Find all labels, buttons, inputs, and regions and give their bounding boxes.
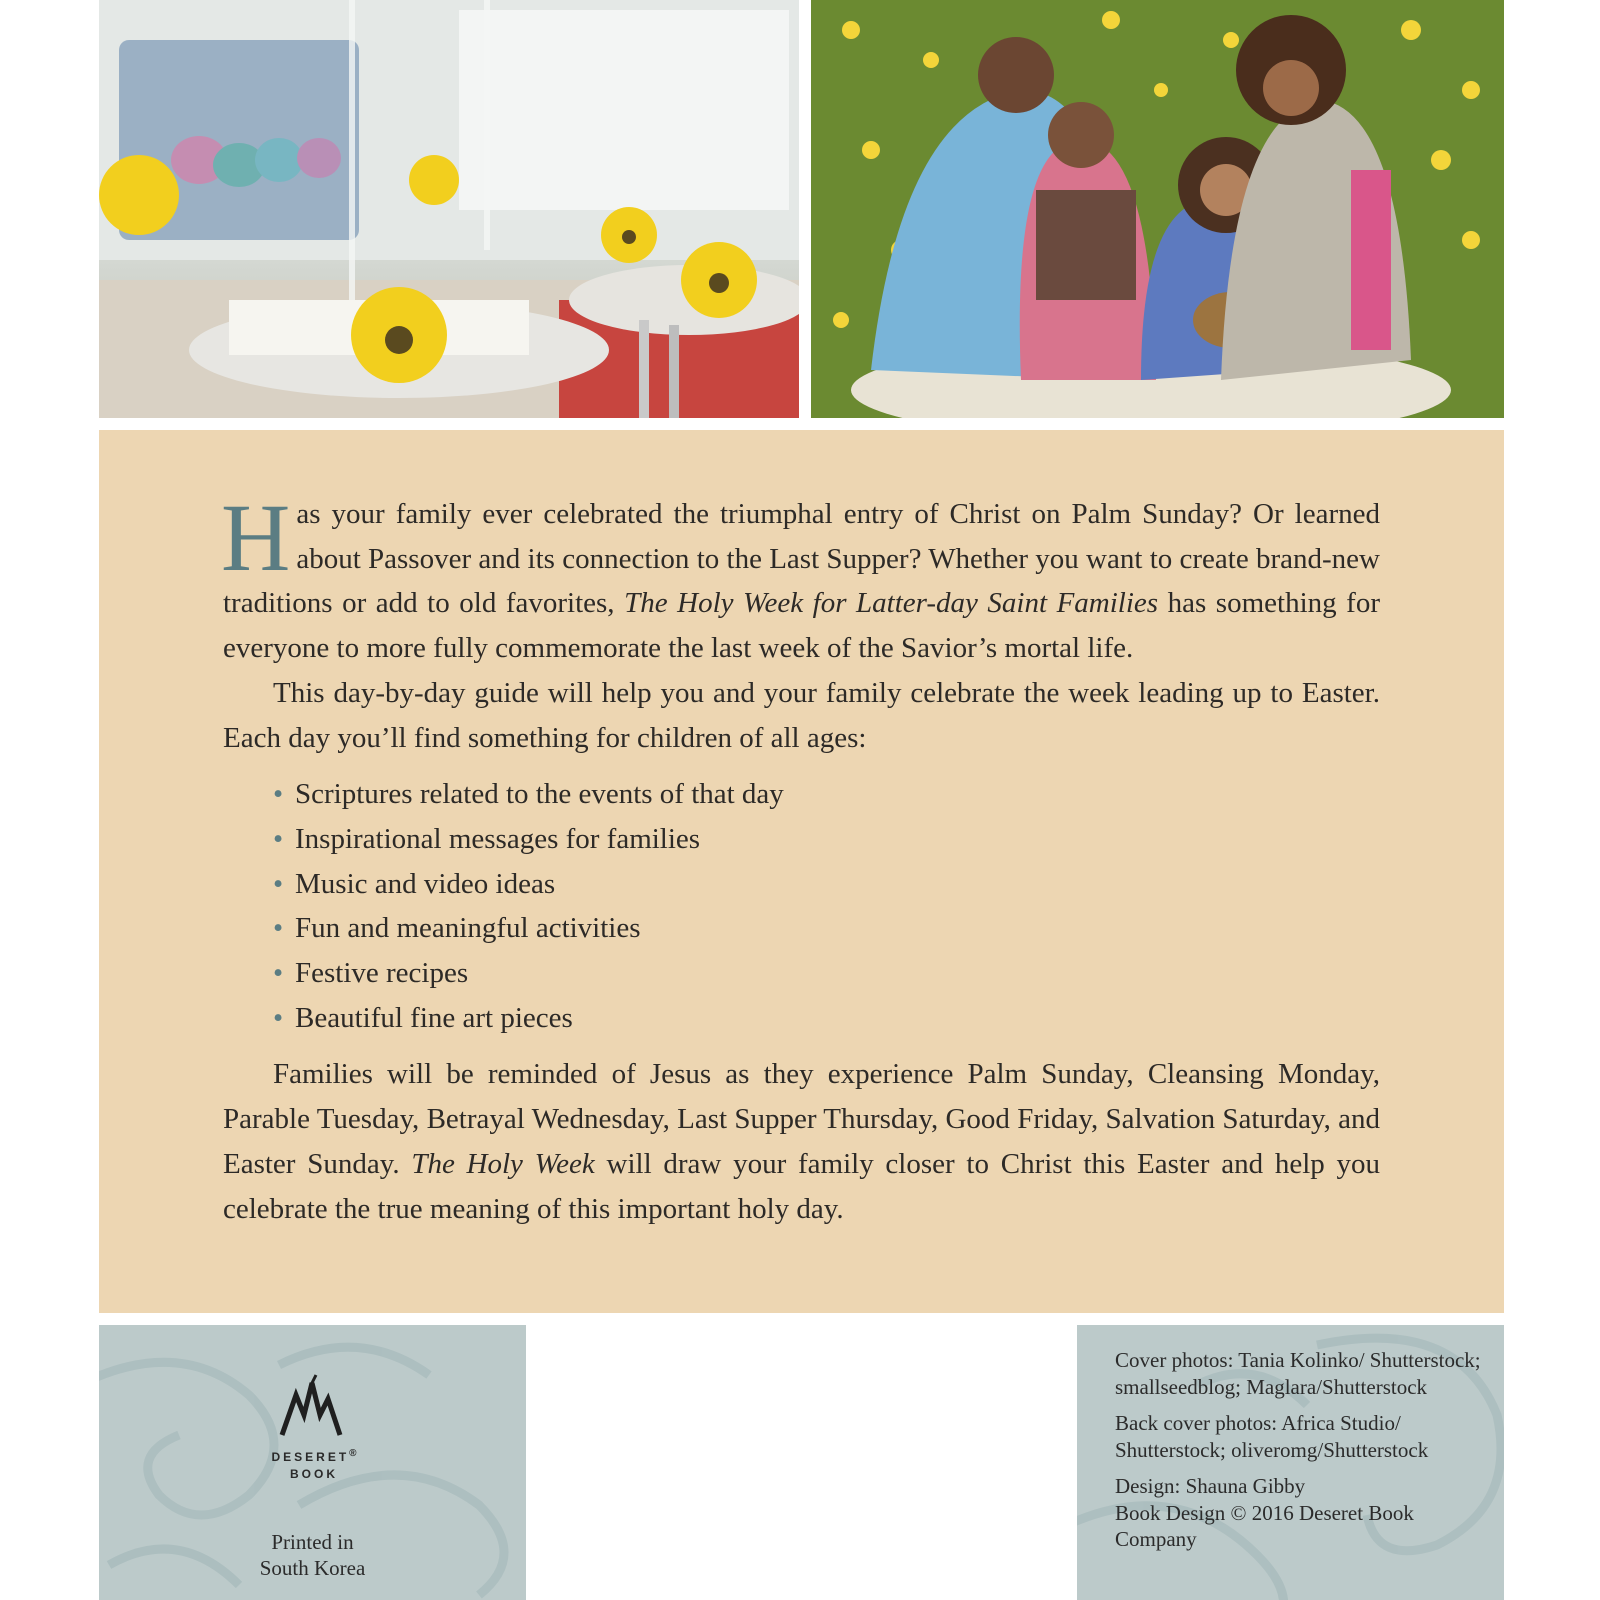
- closing-text-start: Families will be reminded of Jesus as they experience Palm Sunday, Cleansing Monday, Parable Tuesday, Betrayal Wednesday, Last Supper Thursday, Good Friday, Salvation Saturday, and Easter Sunday.: [223, 1058, 1380, 1180]
- intro-text-start: as your family ever celebrated the triumphal entry of Christ on Palm Sunday? Or learned about Passover and its connection to the Last Supper? Whether you want to create brand-new traditions or add to old favorites,: [223, 498, 1380, 620]
- deseret-book-logo: [249, 1373, 379, 1483]
- printed-line-2: South Korea: [259, 1556, 366, 1580]
- book-title: The Holy Week for Latter-day Saint Families: [624, 587, 1159, 620]
- feature-item-fine-art: • Beautiful fine art pieces: [273, 996, 1380, 1041]
- intro-paragraph: [221, 484, 1380, 671]
- credits-box: [1077, 1325, 1504, 1600]
- back-cover-photos-credit: Back cover photos: Africa Studio/ Shutterstock; oliveromg/Shutterstock: [1115, 1411, 1429, 1462]
- description-panel: [99, 430, 1504, 1313]
- logo-line-deseret: DESERET: [271, 1450, 350, 1464]
- feature-item-scriptures: • Scriptures related to the events of that day: [273, 772, 1380, 817]
- description-copy: [221, 484, 1380, 1231]
- drop-cap: H: [221, 484, 291, 591]
- short-book-title: The Holy Week: [411, 1147, 595, 1180]
- feature-item-messages: • Inspirational messages for families: [273, 817, 1380, 862]
- closing-text-end: will draw your family closer to Christ this Easter and help you celebrate the true meaning of this important holy day.: [223, 1147, 1380, 1225]
- feature-item-music: • Music and video ideas: [273, 862, 1380, 907]
- intro-text-end: has something for everyone to more fully commemorate the last week of the Savior’s mortal life.: [223, 587, 1380, 665]
- guide-paragraph: This day-by-day guide will help you and your family celebrate the week leading up to Easter. Each day you’ll find something for children of all ages:: [223, 676, 1380, 754]
- cover-photos-credit: Cover photos: Tania Kolinko/ Shutterstock; smallseedblog; Maglara/Shutterstock: [1115, 1348, 1481, 1399]
- features-list: [223, 772, 1380, 1040]
- logo-line-book: BOOK: [290, 1467, 338, 1481]
- feature-item-recipes: • Festive recipes: [273, 951, 1380, 996]
- registered-mark: ®: [349, 1448, 357, 1459]
- photo-credits: [1115, 1347, 1495, 1553]
- printed-line-1: Printed in: [271, 1530, 354, 1554]
- logo-wordmark: [249, 1445, 379, 1483]
- closing-paragraph: [223, 1052, 1380, 1231]
- table-setting-photo: [99, 0, 799, 418]
- feature-item-activities: • Fun and meaningful activities: [273, 906, 1380, 951]
- design-credit: [1115, 1473, 1495, 1553]
- family-photo: [811, 0, 1504, 418]
- publisher-box: [99, 1325, 526, 1600]
- printed-location: [99, 1529, 526, 1581]
- designer-line: Design: Shauna Gibby: [1115, 1474, 1306, 1498]
- copyright-line: Book Design © 2016 Deseret Book Company: [1115, 1500, 1414, 1551]
- temple-spires-icon: [274, 1373, 354, 1443]
